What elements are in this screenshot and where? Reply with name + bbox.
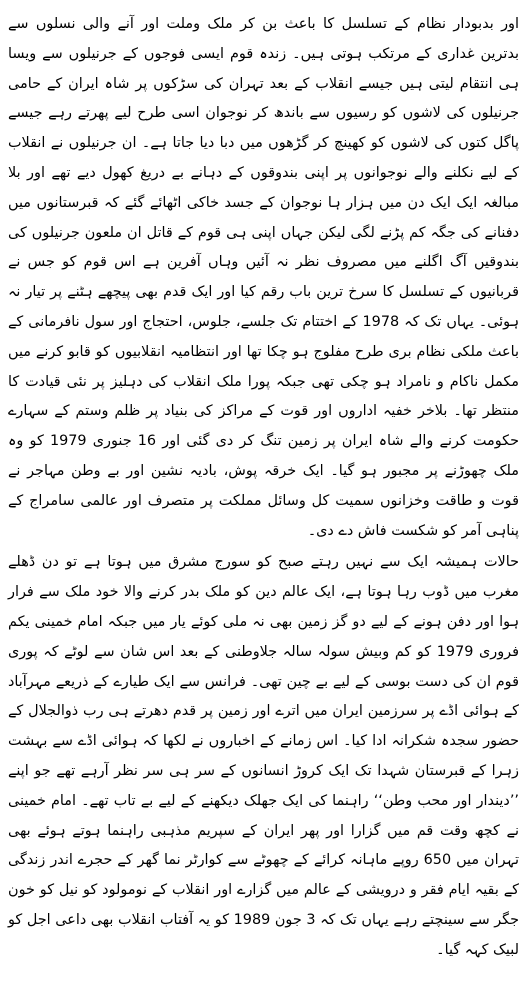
paragraph-2: حالات ہمیشہ ایک سے نہیں رہتے صبح کو سورج مشرق میں ہوتا ہے تو دن ڈھلے مغرب میں ڈوب رہا ہوتا ہے، ایک عالم دین کو ملک بدر کرنے والا خود ملک سے فرار ہوا اور دفن ہونے کے لیے دو گز زمین بھی نہ ملی کوئے یار میں جبکہ امام خمینی یکم فروری 1979 کو کم وبیش سولہ سالہ جلاوطنی کے بعد اس شان سے لوٹے کہ پوری قوم ان کی دست بوسی کے لیے بے چین تھی۔ فرانس سے ایک طیارے کے ذریعے مہرآباد کے ہوائی اڈے پر سرزمین ایران میں اترے اور زمین پر قدم دھرتے ہی رب ذوالجلال کے حضور سجدہ شکرانہ ادا کیا۔ اس زمانے کے اخباروں نے لکھا کہ ہوائی اڈے سے بہشت زہرا کے قبرستان شہدا تک ایک کروڑ انسانوں کے سر ہی سر نظر آرہے تھے جو اپنے ’’دیندار اور محب وطن‘‘ راہنما کی ایک جھلک دیکھنے کے لیے بے تاب تھے۔ امام خمینی نے کچھ وقت قم میں گزارا اور پھر ایران کے سپریم مذہبی راہنما ہوتے ہوئے بھی تہران میں 650 روپے ماہانہ کرائے کے چھوٹے سے کوارٹر نما گھر کے حجرے اندر زندگی کے بقیہ ایام فقر و درویشی کے عالم میں گزارے اور انقلاب کے نومولود کو نیل کو خون جگر سے سینچتے رہے یہاں تک کہ 3 جون 1989 کو یہ آفتاب انقلاب بھی داعی اجل کو لبیک کہہ گیا۔ (8, 554, 520, 958)
paragraph-1: اور بدبودار نظام کے تسلسل کا باعث بن کر ملک وملت اور آنے والی نسلوں سے بدترین غداری کے مرتکب ہوتی ہیں۔ زندہ قوم ایسی فوجوں کے جرنیلوں سے ویسا ہی انتقام لیتی ہیں جیسے انقلاب کے بعد تہران کی سڑکوں پر شاہ ایران کے حامی جرنیلوں کی لاشوں کو رسیوں سے باندھ کر نوجوان اسی طرح لیے پھرتے رہے جیسے پاگل کتوں کی لاشوں کو کھینچ کر گڑھوں میں دبا دیا جاتا ہے۔ ان جرنیلوں نے انقلاب کے لیے نکلنے والے نوجوانوں پر اپنی بندوقوں کے دہانے بے دریغ کھول دیے تھے اور بلا مبالغہ ایک ایک دن میں ہزار ہا نوجوان کے جسد خاکی اٹھائے گئے کہ قبرستانوں میں دفنانے کی جگہ کم پڑنے لگی لیکن جہاں اپنی ہی قوم کے قاتل ان ملعون جرنیلوں کی بندوقیں آگ اگلنے میں مصروف نظر نہ آئیں وہاں آفرین ہے اس قوم کو جس نے قربانیوں کے تسلسل کا سرخ ترین باب رقم کیا اور ایک قدم بھی پیچھے ہٹنے پر تیار نہ ہوئی۔ یہاں تک کہ 1978 کے اختتام تک جلسے، جلوس، احتجاج اور سول نافرمانی کے باعث ملکی نظام بری طرح مفلوج ہو چکا تھا اور انتظامیہ انقلابیوں کو قابو کرنے میں مکمل ناکام و نامراد ہو چکی تھی جبکہ پورا ملک انقلاب کی دہلیز پر نئی قیادت کا منتظر تھا۔ بلاخر خفیہ اداروں اور قوت کے مراکز کی بنیاد پر ظلم وستم کے سہارے حکومت کرنے والے شاہ ایران پر زمین تنگ کر دی گئی اور 16 جنوری 1979 کو وہ ملک چھوڑنے پر مجبور ہو گیا۔ ایک خرقہ پوش، بادیہ نشین اور بے وطن مہاجر نے قوت و طاقت وخزانوں سمیت کل وسائل مملکت پر متصرف اور عالمی سامراج کے پناہی آمر کو شکست فاش دے دی۔ (8, 16, 520, 539)
